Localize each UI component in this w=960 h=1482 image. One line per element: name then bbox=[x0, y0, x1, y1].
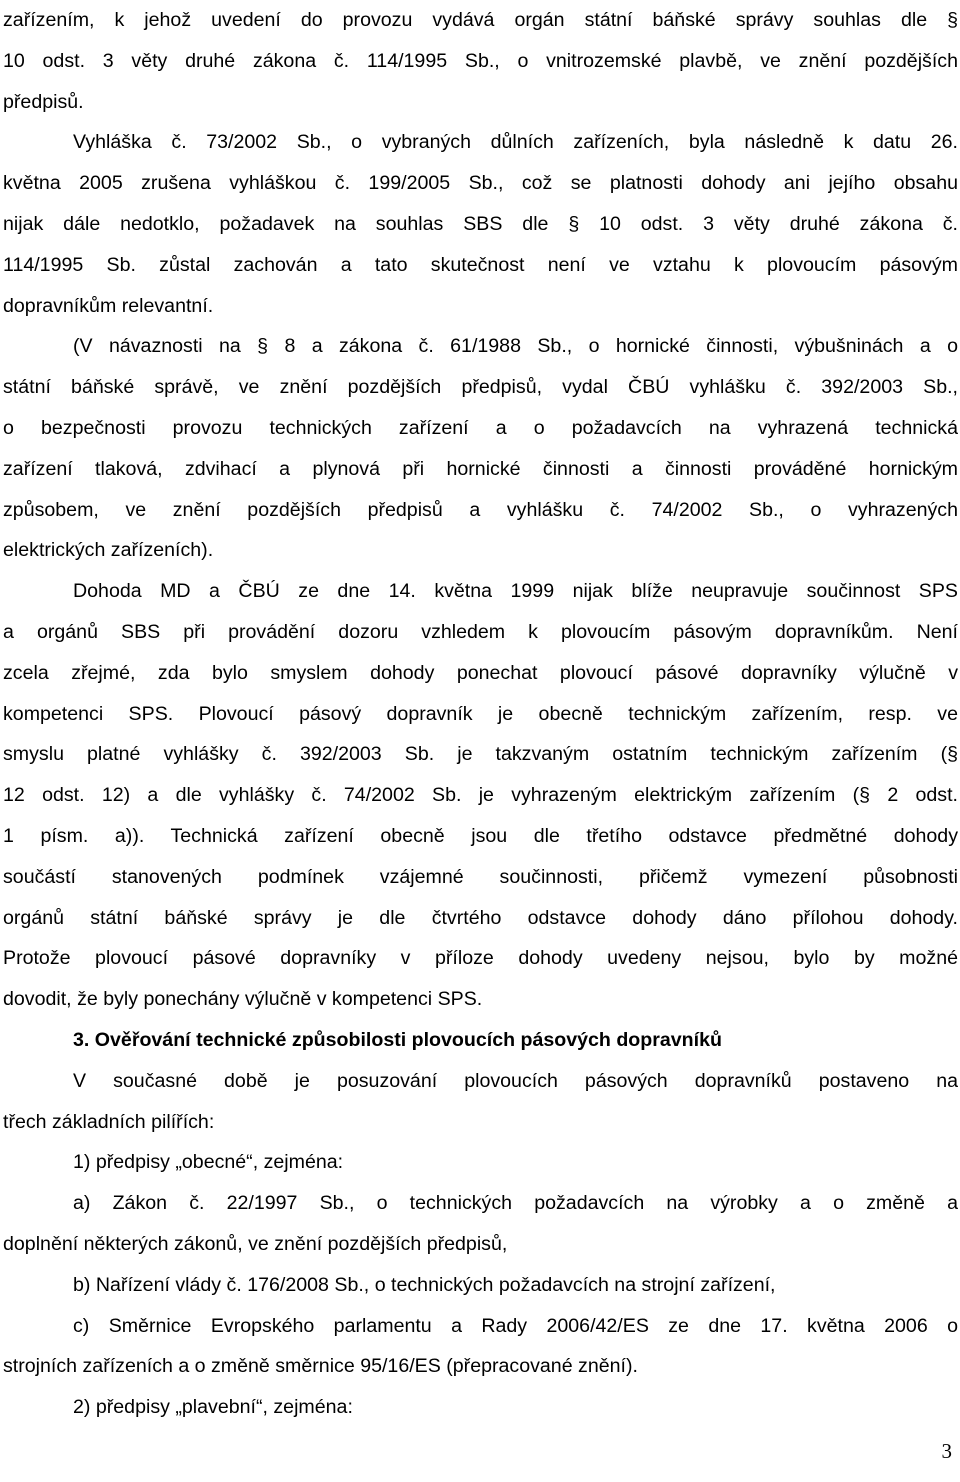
text-line: V současné době je posuzování plovoucích pásových dopravníků postaveno na bbox=[73, 1069, 958, 1092]
text-line: orgánů státní báňské správy je dle čtvrtého odstavce dohody dáno přílohou dohody. bbox=[3, 906, 958, 929]
text-line: nijak dále nedotklo, požadavek na souhlas SBS dle § 10 odst. 3 věty druhé zákona č. bbox=[3, 212, 958, 235]
text-line: součástí stanovených podmínek vzájemné součinnosti, přičemž vymezení působnosti bbox=[3, 865, 958, 888]
text-line: zcela zřejmé, zda bylo smyslem dohody ponechat plovoucí pásové dopravníky výlučně v bbox=[3, 661, 958, 684]
text-line: smyslu platné vyhlášky č. 392/2003 Sb. je takzvaným ostatním technickým zařízením (§ bbox=[3, 743, 958, 766]
text-line: elektrických zařízeních). bbox=[3, 539, 214, 562]
text-line: 114/1995 Sb. zůstal zachován a tato skutečnost není ve vztahu k plovoucím pásovým bbox=[3, 253, 958, 276]
text-line: třech základních pilířích: bbox=[3, 1110, 215, 1133]
document-body bbox=[3, 0, 958, 1428]
text-line: dopravníkům relevantní. bbox=[3, 294, 214, 317]
text-line: strojních zařízeních a o změně směrnice 95/16/ES (přepracované znění). bbox=[3, 1355, 638, 1378]
text-line: předpisů. bbox=[3, 90, 84, 113]
list-item: c) Směrnice Evropského parlamentu a Rady 2006/42/ES ze dne 17. května 2006 o bbox=[73, 1314, 958, 1337]
list-item: 1) předpisy „obecné“, zejména: bbox=[73, 1151, 344, 1174]
text-line: 10 odst. 3 věty druhé zákona č. 114/1995 Sb., o vnitrozemské plavbě, ve znění pozdějších bbox=[3, 49, 958, 72]
text-line: kompetenci SPS. Plovoucí pásový dopravník je obecně technickým zařízením, resp. ve bbox=[3, 702, 958, 725]
text-line: zařízením, k jehož uvedení do provozu vydává orgán státní báňské správy souhlas dle § bbox=[3, 9, 958, 31]
text-line: a orgánů SBS při provádění dozoru vzhledem k plovoucím pásovým dopravníkům. Není bbox=[3, 620, 958, 643]
list-item: 2) předpisy „plavební“, zejména: bbox=[73, 1396, 353, 1419]
text-line: Protože plovoucí pásové dopravníky v příloze dohody uvedeny nejsou, bylo by možné bbox=[3, 947, 958, 970]
list-item: a) Zákon č. 22/1997 Sb., o technických požadavcích na výrobky a o změně a bbox=[73, 1192, 958, 1215]
text-line: Dohoda MD a ČBÚ ze dne 14. května 1999 nijak blíže neupravuje součinnost SPS bbox=[73, 580, 958, 603]
text-line: dovodit, že byly ponechány výlučně v kompetenci SPS. bbox=[3, 988, 483, 1011]
text-line: způsobem, ve znění pozdějších předpisů a vyhlášku č. 74/2002 Sb., o vyhrazených bbox=[3, 498, 958, 521]
text-line: doplnění některých zákonů, ve znění pozdějších předpisů, bbox=[3, 1232, 508, 1255]
section-heading: 3. Ověřování technické způsobilosti plovoucích pásových dopravníků bbox=[73, 1028, 722, 1051]
list-item: b) Nařízení vlády č. 176/2008 Sb., o technických požadavcích na strojní zařízení, bbox=[73, 1273, 776, 1296]
text-line: 12 odst. 12) a dle vyhlášky č. 74/2002 Sb. je vyhrazeným elektrickým zařízením (§ 2 odst. bbox=[3, 784, 958, 807]
text-line: května 2005 zrušena vyhláškou č. 199/2005 Sb., což se platnosti dohody ani jejího obsahu bbox=[3, 172, 958, 195]
text-line: státní báňské správě, ve znění pozdějších předpisů, vydal ČBÚ vyhlášku č. 392/2003 Sb., bbox=[3, 376, 958, 399]
text-line: 1 písm. a)). Technická zařízení obecně jsou dle třetího odstavce předmětné dohody bbox=[3, 824, 958, 847]
text-line: o bezpečnosti provozu technických zařízení a o požadavcích na vyhrazená technická bbox=[3, 416, 958, 439]
page-number: 3 bbox=[941, 1439, 952, 1463]
text-line: (V návaznosti na § 8 a zákona č. 61/1988 Sb., o hornické činnosti, výbušninách a o bbox=[73, 335, 958, 358]
text-line: Vyhláška č. 73/2002 Sb., o vybraných důlních zařízeních, byla následně k datu 26. bbox=[73, 131, 958, 154]
text-line: zařízení tlaková, zdvihací a plynová při hornické činnosti a činnosti prováděné hornickým bbox=[3, 457, 958, 480]
